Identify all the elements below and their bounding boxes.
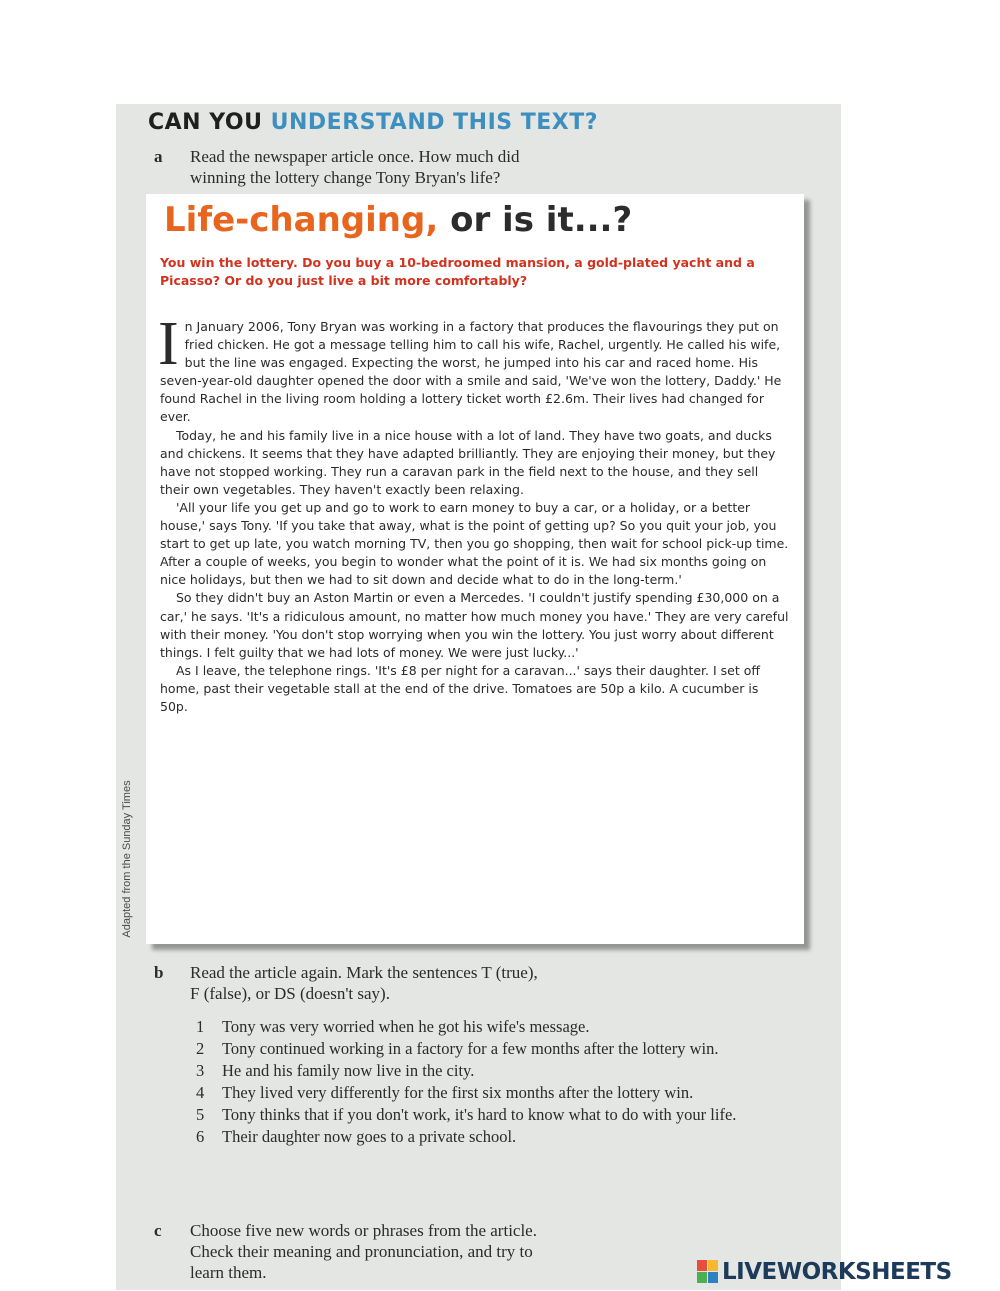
task-c-instruction: Choose five new words or phrases from the article. Check their meaning and pronunciation, and try to learn them. (190, 1221, 537, 1282)
liveworksheets-logo-icon (697, 1260, 719, 1284)
article-paragraph: Today, he and his family live in a nice house with a lot of land. They have two goats, and ducks and chickens. It seems that they have adapted brilliantly. They are enjoying their money, but they have not stopped working. They run a caravan park in the field next to the house, and they sell their own vegetables. They haven't exactly been relaxing. (160, 427, 776, 497)
heading-part-2: UNDERSTAND THIS TEXT? (270, 110, 599, 135)
item-text: He and his family now live in the city. (222, 1061, 475, 1080)
article-title-colored: Life-changing, (164, 200, 439, 240)
item-number: 2 (196, 1039, 205, 1058)
article-paragraph-text: n January 2006, Tony Bryan was working in a factory that produces the flavourings they put on fried chicken. He got a message telling him to call his wife, Rachel, urgently. He called his wife, but the line was engaged. Expecting the worst, he jumped into his car and raced home. His seven-year-old daughter opened the door with a smile and said, 'We've won the lottery, Daddy.' He found Rachel in the living room holding a lottery ticket worth £2.6m. Their lives had changed for ever. (160, 319, 782, 425)
item-number: 3 (196, 1061, 205, 1080)
task-c-letter: c (154, 1221, 162, 1240)
brand-name: LIVEWORKSHEETS (722, 1259, 952, 1285)
article-paragraph: 'All your life you get up and go to work to earn money to buy a car, or a holiday, or a better house,' says Tony. 'If you take that away, what is the point of getting up? So you quit your job, you start to get up late, you watch morning TV, then you go shopping, then wait for school pick-up time. After a couple of weeks, you begin to wonder what the point of it is. We had six months going on nice holidays, but then we had to sit down and decide what to do in the long-term.' (160, 499, 789, 588)
task-a-letter: a (154, 147, 163, 166)
item-text: Their daughter now goes to a private school. (222, 1127, 517, 1146)
article-body (158, 310, 790, 716)
heading-part-1: CAN YOU (148, 110, 263, 135)
item-number: 5 (196, 1105, 205, 1124)
item-text: Tony thinks that if you don't work, it's hard to know what to do with your life. (222, 1105, 737, 1124)
item-text: Tony continued working in a factory for a few months after the lottery win. (222, 1039, 719, 1058)
item-number: 4 (196, 1083, 205, 1102)
article-paragraph (158, 310, 790, 427)
newspaper-article (146, 194, 804, 944)
liveworksheets-brand[interactable] (697, 1257, 952, 1287)
section-heading (148, 110, 598, 135)
item-text: Tony was very worried when he got his wife's message. (222, 1017, 590, 1036)
task-b-letter: b (154, 963, 164, 982)
list-item (190, 1016, 830, 1037)
list-item (190, 1104, 830, 1125)
article-title-rest: or is it...? (450, 200, 633, 240)
source-credit (116, 754, 138, 964)
task-b (154, 962, 834, 1004)
list-item (190, 1060, 830, 1081)
task-b-instruction: Read the article again. Mark the sentences T (true), F (false), or DS (doesn't say). (190, 963, 538, 1003)
item-number: 1 (196, 1017, 205, 1036)
task-a (154, 146, 834, 188)
list-item (190, 1126, 830, 1147)
item-number: 6 (196, 1127, 205, 1146)
article-paragraph: So they didn't buy an Aston Martin or even a Mercedes. 'I couldn't justify spending £30,000 on a car,' he says. 'It's a ridiculous amount, no matter how much money you have.' They are very careful with their money. 'You don't stop worrying when you win the lottery. You just worry about different things. I felt guilty that we had lots of money. We were just lucky...' (160, 590, 789, 660)
list-item (190, 1082, 830, 1103)
article-title (164, 200, 632, 240)
task-a-instruction: Read the newspaper article once. How much did winning the lottery change Tony Bryan's life? (190, 147, 520, 187)
statement-list (190, 1016, 830, 1148)
textbook-page (116, 104, 841, 1290)
source-credit-text: Adapted from the Sunday Times (121, 780, 133, 938)
item-text: They lived very differently for the first six months after the lottery win. (222, 1083, 694, 1102)
list-item (190, 1038, 830, 1059)
article-standfirst: You win the lottery. Do you buy a 10-bedroomed mansion, a gold-plated yacht and a Picasso? Or do you just live a bit more comfortably? (160, 255, 755, 288)
drop-cap: I (158, 310, 179, 378)
article-paragraph: As I leave, the telephone rings. 'It's £8 per night for a caravan...' says their daughter. I set off home, past their vegetable stall at the end of the drive. Tomatoes are 50p a kilo. A cucumber is 50p. (160, 662, 760, 714)
